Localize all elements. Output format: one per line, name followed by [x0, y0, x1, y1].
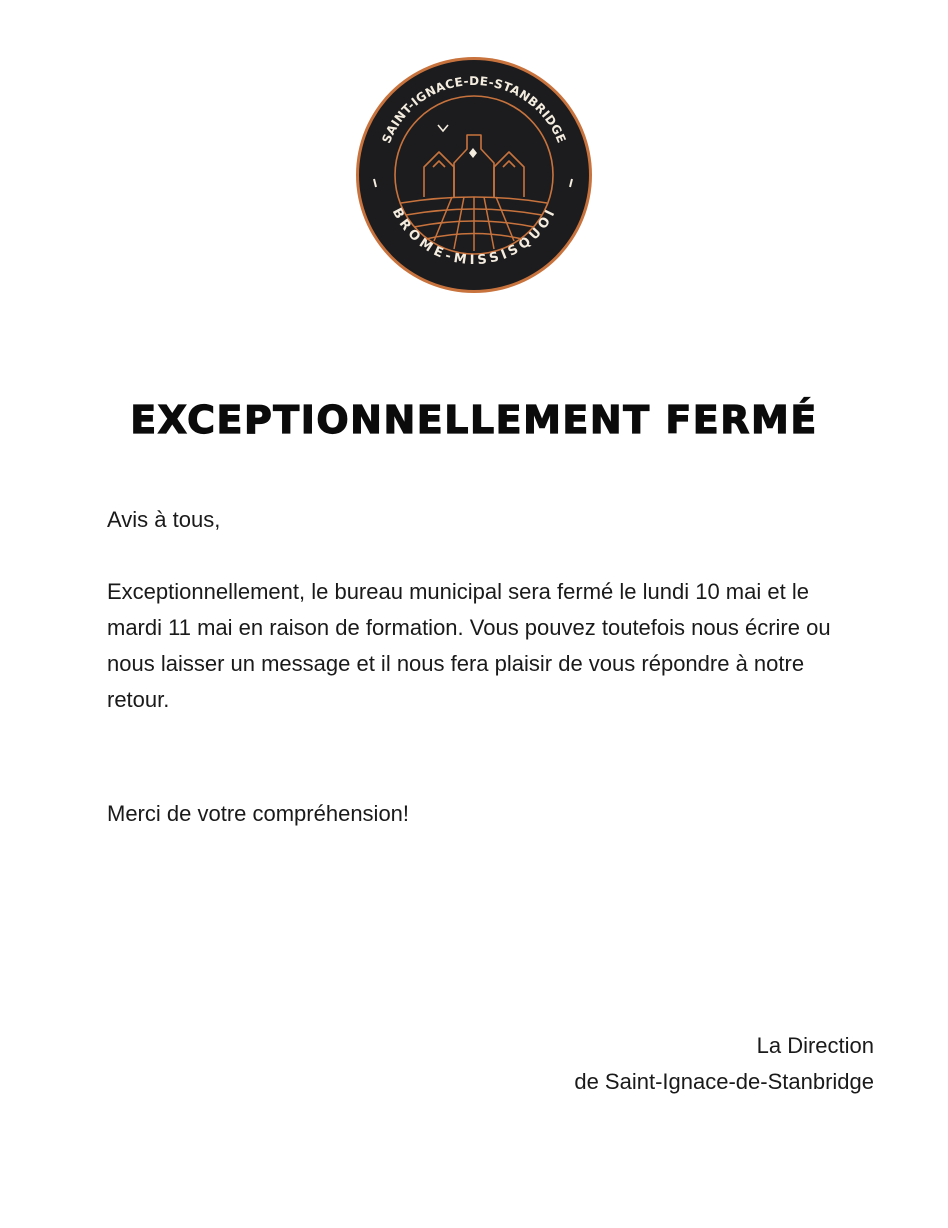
thanks-text: Merci de votre compréhension!: [107, 801, 410, 826]
signature-block: [574, 1028, 874, 1100]
logo-seal: [354, 55, 594, 295]
signature-line-1: La Direction: [756, 1033, 874, 1058]
municipal-logo: [354, 55, 594, 295]
logo-bottom-text: BROME-MISSISQUOI: [388, 205, 560, 268]
greeting-text: Avis à tous,: [107, 507, 221, 532]
page-title: EXCEPTIONNELLEMENT FERMÉ: [130, 398, 818, 442]
logo-top-text: SAINT-IGNACE-DE-STANBRIDGE: [379, 73, 569, 146]
body-paragraph: Exceptionnellement, le bureau municipal sera fermé le lundi 10 mai et le mardi 11 mai en raison de formation. Vous pouvez toutefois nous écrire ou nous laisser un message et il nous fera plaisir de vous répondre à notre retour.: [107, 579, 831, 712]
signature-line-2: de Saint-Ignace-de-Stanbridge: [574, 1069, 874, 1094]
